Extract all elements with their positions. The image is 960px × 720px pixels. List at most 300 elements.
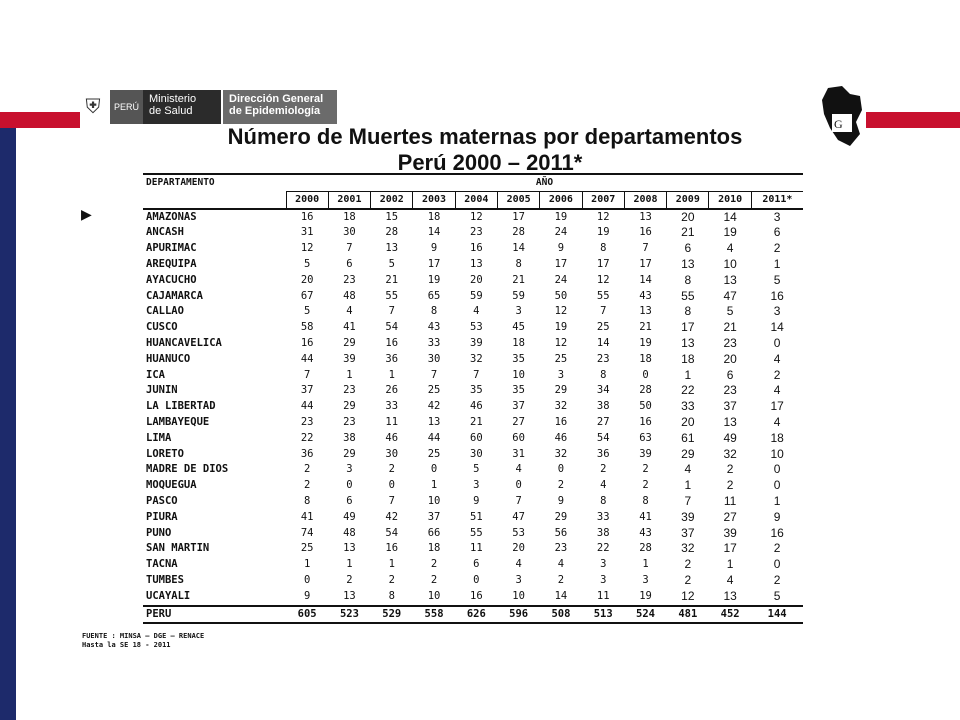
dept-name-cell: MADRE DE DIOS (146, 463, 229, 476)
value-cell: 23 (723, 335, 737, 350)
value-cell: 596 (497, 606, 539, 624)
value-cell: 524 (624, 606, 666, 624)
value-cell: 4 (773, 351, 781, 366)
year-header-cell: 2002 (371, 191, 413, 208)
value-cell: 19 (639, 336, 652, 349)
value-cell: 16 (639, 226, 652, 239)
value-cell: 17 (596, 257, 610, 270)
table-row (143, 383, 803, 399)
value-cell: 39 (343, 352, 356, 365)
value-cell: 13 (681, 256, 695, 271)
dept-name-cell: CUSCO (146, 321, 178, 334)
value-cell: 29 (681, 446, 695, 461)
value-cell: 3 (557, 368, 565, 381)
value-cell: 27 (596, 415, 610, 428)
value-cell: 16 (770, 288, 784, 303)
table-row (143, 209, 803, 226)
value-cell: 4 (515, 463, 522, 476)
value-cell: 42 (385, 510, 399, 523)
value-cell: 32 (681, 541, 695, 556)
value-cell: 20 (681, 209, 695, 224)
value-cell: 16 (300, 210, 314, 223)
value-cell: 18 (770, 430, 784, 445)
total-row (143, 606, 803, 624)
value-cell: 13 (470, 257, 483, 270)
value-cell: 13 (723, 414, 737, 429)
value-cell: 6 (346, 257, 353, 270)
table-row (143, 352, 803, 368)
value-cell: 2 (388, 573, 395, 586)
value-cell: 39 (681, 509, 695, 524)
value-cell: 17 (681, 320, 695, 335)
value-cell: 55 (385, 289, 399, 302)
value-cell: 59 (512, 289, 525, 302)
value-cell: 19 (427, 273, 441, 286)
dept-name-cell: APURIMAC (146, 242, 197, 255)
value-cell: 66 (427, 526, 441, 539)
value-cell: 1 (388, 368, 395, 381)
value-cell: 31 (300, 226, 314, 239)
value-cell: 11 (596, 589, 610, 602)
value-cell: 6 (684, 241, 692, 256)
value-cell: 5 (473, 463, 480, 476)
table-row (143, 289, 803, 305)
value-cell: 47 (512, 510, 525, 523)
value-cell: 49 (343, 510, 356, 523)
value-cell: 0 (557, 463, 565, 476)
value-cell: 0 (473, 573, 480, 586)
dept-name-cell: JUNIN (146, 384, 178, 397)
source-line1: FUENTE : MINSA – DGE – RENACE (82, 632, 205, 640)
table-row (143, 526, 803, 542)
value-cell: 7 (473, 368, 480, 381)
table-row (143, 225, 803, 241)
value-cell: 7 (600, 305, 607, 318)
value-cell: 43 (639, 526, 652, 539)
value-cell: 9 (473, 494, 480, 507)
value-cell: 5 (388, 257, 395, 270)
ministry-name (143, 90, 221, 124)
value-cell: 54 (385, 526, 399, 539)
value-cell: 16 (385, 336, 399, 349)
table-row (143, 541, 803, 557)
value-cell: 1 (684, 367, 692, 382)
value-cell: 30 (343, 226, 356, 239)
year-header-cell: 2010 (709, 191, 751, 208)
value-cell: 8 (515, 257, 522, 270)
value-cell: 0 (773, 335, 781, 350)
value-cell: 4 (557, 558, 565, 571)
value-cell: 3 (600, 558, 607, 571)
year-header-cell: 2006 (540, 191, 582, 208)
ministry-logo (80, 90, 337, 124)
value-cell: 7 (515, 494, 522, 507)
value-cell: 29 (343, 447, 356, 460)
value-cell: 46 (554, 431, 568, 444)
value-cell: 36 (385, 352, 399, 365)
value-cell: 61 (681, 430, 695, 445)
value-cell: 19 (554, 321, 568, 334)
table-row (143, 510, 803, 526)
maternal-deaths-table (143, 173, 803, 624)
value-cell: 10 (770, 446, 784, 461)
value-cell: 14 (639, 273, 652, 286)
value-cell: 7 (642, 242, 649, 255)
value-cell: 33 (681, 399, 695, 414)
table-row (143, 462, 803, 478)
table-row (143, 494, 803, 510)
value-cell: 2 (346, 573, 353, 586)
value-cell: 21 (385, 273, 399, 286)
table-row (143, 589, 803, 606)
value-cell: 7 (303, 368, 311, 381)
value-cell: 34 (596, 384, 610, 397)
year-header-cell: 2009 (667, 191, 709, 208)
source-line2: Hasta la SE 18 - 2011 (82, 641, 171, 649)
value-cell: 30 (470, 447, 483, 460)
value-cell: 24 (554, 226, 568, 239)
table-row (143, 257, 803, 273)
table-row (143, 415, 803, 431)
value-cell: 32 (470, 352, 483, 365)
value-cell: 21 (470, 415, 483, 428)
value-cell: 25 (554, 352, 568, 365)
value-cell: 9 (303, 589, 311, 602)
value-cell: 17 (639, 257, 652, 270)
value-cell: 16 (554, 415, 568, 428)
value-cell: 22 (681, 383, 695, 398)
value-cell: 45 (512, 321, 525, 334)
table-row (143, 320, 803, 336)
value-cell: 10 (512, 589, 525, 602)
value-cell: 30 (385, 447, 399, 460)
value-cell: 32 (723, 446, 737, 461)
value-cell: 48 (343, 289, 356, 302)
table-row (143, 478, 803, 494)
value-cell: 46 (385, 431, 399, 444)
dept-name-cell: AREQUIPA (146, 257, 197, 270)
value-cell: 1 (684, 478, 692, 493)
dept-column-header: DEPARTAMENTO (143, 174, 286, 209)
value-cell: 67 (300, 289, 314, 302)
value-cell: 38 (596, 526, 610, 539)
value-cell: 3 (773, 209, 781, 224)
value-cell: 2 (773, 367, 781, 382)
value-cell: 14 (512, 242, 525, 255)
value-cell: 18 (639, 352, 652, 365)
value-cell: 2 (600, 463, 607, 476)
value-cell: 44 (300, 352, 314, 365)
value-cell: 4 (773, 383, 781, 398)
value-cell: 5 (773, 272, 781, 287)
value-cell: 28 (385, 226, 399, 239)
value-cell: 0 (346, 479, 353, 492)
year-header-cell: 2011* (751, 191, 803, 208)
value-cell: 13 (343, 589, 356, 602)
value-cell: 29 (343, 400, 356, 413)
value-cell: 2 (430, 558, 438, 571)
value-cell: 4 (600, 479, 607, 492)
value-cell: 3 (515, 573, 522, 586)
value-cell: 8 (600, 368, 607, 381)
value-cell: 33 (427, 336, 441, 349)
value-cell: 60 (512, 431, 525, 444)
value-cell: 33 (385, 400, 399, 413)
value-cell: 1 (726, 557, 734, 572)
dept-name-cell: CAJAMARCA (146, 289, 203, 302)
value-cell: 1 (773, 493, 781, 508)
value-cell: 3 (773, 304, 781, 319)
dept-name-cell: PIURA (146, 510, 178, 523)
value-cell: 13 (681, 335, 695, 350)
page-subtitle: Perú 2000 – 2011* (397, 150, 583, 175)
value-cell: 12 (596, 210, 610, 223)
value-cell: 9 (430, 242, 438, 255)
value-cell: 55 (681, 288, 695, 303)
value-cell: 21 (681, 225, 695, 240)
value-cell: 2 (303, 463, 311, 476)
value-cell: 21 (639, 321, 652, 334)
value-cell: 50 (554, 289, 568, 302)
value-cell: 2 (557, 573, 565, 586)
value-cell: 9 (557, 242, 565, 255)
value-cell: 9 (773, 509, 781, 524)
dept-name-cell: TACNA (146, 558, 178, 571)
value-cell: 28 (639, 542, 652, 555)
value-cell: 14 (427, 226, 441, 239)
value-cell: 7 (684, 493, 692, 508)
value-cell: 41 (639, 510, 652, 523)
value-cell: 2 (642, 479, 649, 492)
value-cell: 63 (639, 431, 652, 444)
dge-line1: Dirección General (229, 93, 324, 105)
value-cell: 4 (726, 241, 734, 256)
value-cell: 46 (470, 400, 483, 413)
value-cell: 29 (343, 336, 356, 349)
table-row (143, 447, 803, 463)
value-cell: 18 (512, 336, 525, 349)
table-row (143, 399, 803, 415)
table-row (143, 241, 803, 257)
value-cell: 37 (300, 384, 314, 397)
dge-name (223, 90, 337, 124)
value-cell: 0 (515, 479, 522, 492)
value-cell: 0 (773, 462, 781, 477)
value-cell: 11 (723, 493, 737, 508)
value-cell: 12 (554, 336, 568, 349)
svg-text:G: G (834, 117, 843, 131)
value-cell: 4 (346, 305, 353, 318)
value-cell: 19 (639, 589, 652, 602)
value-cell: 23 (343, 273, 356, 286)
value-cell: 0 (773, 557, 781, 572)
value-cell: 626 (455, 606, 497, 624)
value-cell: 8 (303, 494, 311, 507)
value-cell: 59 (470, 289, 483, 302)
table-row (143, 431, 803, 447)
value-cell: 0 (642, 368, 649, 381)
value-cell: 12 (300, 242, 314, 255)
value-cell: 44 (300, 400, 314, 413)
dept-name-cell: PASCO (146, 494, 178, 507)
value-cell: 49 (723, 430, 737, 445)
value-cell: 23 (343, 384, 356, 397)
dept-name-cell: PERU (143, 606, 286, 624)
peru-shield-icon: ⛨ (85, 95, 101, 118)
value-cell: 8 (430, 305, 438, 318)
dept-name-cell: TUMBES (146, 573, 184, 586)
value-cell: 7 (388, 494, 395, 507)
value-cell: 513 (582, 606, 624, 624)
value-cell: 2 (773, 541, 781, 556)
value-cell: 11 (470, 542, 483, 555)
value-cell: 12 (470, 210, 483, 223)
value-cell: 11 (385, 415, 399, 428)
value-cell: 508 (540, 606, 582, 624)
value-cell: 8 (600, 494, 607, 507)
value-cell: 3 (600, 573, 607, 586)
value-cell: 50 (639, 400, 652, 413)
value-cell: 13 (427, 415, 441, 428)
table-row (143, 557, 803, 573)
value-cell: 6 (346, 494, 353, 507)
value-cell: 24 (554, 273, 568, 286)
peru-label: PERÚ (110, 90, 143, 124)
value-cell: 18 (427, 210, 441, 223)
value-cell: 41 (300, 510, 314, 523)
value-cell: 6 (473, 558, 480, 571)
value-cell: 12 (681, 588, 695, 603)
value-cell: 23 (300, 415, 314, 428)
year-header-cell: 2001 (328, 191, 370, 208)
value-cell: 144 (751, 606, 803, 624)
value-cell: 43 (639, 289, 652, 302)
value-cell: 1 (773, 256, 781, 271)
bullet-arrow-icon: ▶ (81, 206, 92, 222)
value-cell: 16 (470, 242, 483, 255)
ministry-line2: de Salud (149, 105, 193, 117)
value-cell: 529 (371, 606, 413, 624)
value-cell: 2 (388, 463, 395, 476)
value-cell: 39 (470, 336, 483, 349)
value-cell: 6 (773, 225, 781, 240)
value-cell: 33 (596, 510, 610, 523)
value-cell: 23 (343, 415, 356, 428)
year-header-cell: 2007 (582, 191, 624, 208)
value-cell: 43 (427, 321, 441, 334)
value-cell: 6 (726, 367, 734, 382)
value-cell: 28 (639, 384, 652, 397)
dept-name-cell: LORETO (146, 447, 184, 460)
value-cell: 2 (684, 572, 692, 587)
value-cell: 23 (596, 352, 610, 365)
value-cell: 23 (470, 226, 483, 239)
value-cell: 16 (300, 336, 314, 349)
value-cell: 58 (300, 321, 314, 334)
value-cell: 12 (596, 273, 610, 286)
value-cell: 0 (773, 478, 781, 493)
value-cell: 1 (346, 558, 353, 571)
value-cell: 16 (770, 525, 784, 540)
value-cell: 22 (300, 431, 314, 444)
value-cell: 32 (554, 400, 568, 413)
value-cell: 37 (512, 400, 525, 413)
value-cell: 2 (726, 478, 734, 493)
value-cell: 23 (723, 383, 737, 398)
value-cell: 20 (723, 351, 737, 366)
value-cell: 27 (512, 415, 525, 428)
value-cell: 25 (427, 384, 441, 397)
value-cell: 2 (726, 462, 734, 477)
year-header-cell: 2004 (455, 191, 497, 208)
value-cell: 74 (300, 526, 314, 539)
value-cell: 29 (554, 510, 568, 523)
value-cell: 20 (681, 414, 695, 429)
value-cell: 14 (596, 336, 610, 349)
dept-name-cell: ANCASH (146, 226, 184, 239)
value-cell: 13 (343, 542, 356, 555)
value-cell: 605 (286, 606, 328, 624)
value-cell: 2 (557, 479, 565, 492)
value-cell: 26 (385, 384, 399, 397)
dept-name-cell: AYACUCHO (146, 273, 197, 286)
value-cell: 10 (723, 256, 737, 271)
value-cell: 481 (667, 606, 709, 624)
value-cell: 21 (512, 273, 525, 286)
value-cell: 2 (642, 463, 649, 476)
value-cell: 37 (681, 525, 695, 540)
value-cell: 1 (642, 558, 649, 571)
value-cell: 0 (303, 573, 311, 586)
value-cell: 2 (303, 479, 311, 492)
value-cell: 10 (512, 368, 525, 381)
value-cell: 7 (346, 242, 353, 255)
value-cell: 2 (430, 573, 438, 586)
value-cell: 54 (385, 321, 399, 334)
dept-name-cell: UCAYALI (146, 589, 191, 602)
value-cell: 8 (642, 494, 649, 507)
dept-name-cell: PUNO (146, 526, 172, 539)
value-cell: 56 (554, 526, 568, 539)
value-cell: 35 (512, 352, 525, 365)
source-note (82, 632, 204, 650)
dge-line2: de Epidemiología (229, 105, 321, 117)
value-cell: 7 (388, 305, 395, 318)
value-cell: 523 (328, 606, 370, 624)
year-header-cell: 2000 (286, 191, 328, 208)
value-cell: 39 (723, 525, 737, 540)
value-cell: 35 (512, 384, 525, 397)
value-cell: 9 (557, 494, 565, 507)
value-cell: 31 (512, 447, 525, 460)
value-cell: 42 (427, 400, 441, 413)
value-cell: 3 (515, 305, 522, 318)
dept-name-cell: LIMA (146, 431, 172, 444)
value-cell: 38 (596, 400, 610, 413)
value-cell: 65 (427, 289, 441, 302)
value-cell: 4 (773, 414, 781, 429)
value-cell: 13 (723, 272, 737, 287)
value-cell: 15 (385, 210, 399, 223)
value-cell: 32 (554, 447, 568, 460)
value-cell: 53 (512, 526, 525, 539)
value-cell: 13 (639, 210, 652, 223)
value-cell: 48 (343, 526, 356, 539)
value-cell: 5 (303, 257, 311, 270)
value-cell: 4 (473, 305, 480, 318)
left-navy-bar (0, 128, 16, 720)
dept-name-cell: ICA (146, 368, 165, 381)
